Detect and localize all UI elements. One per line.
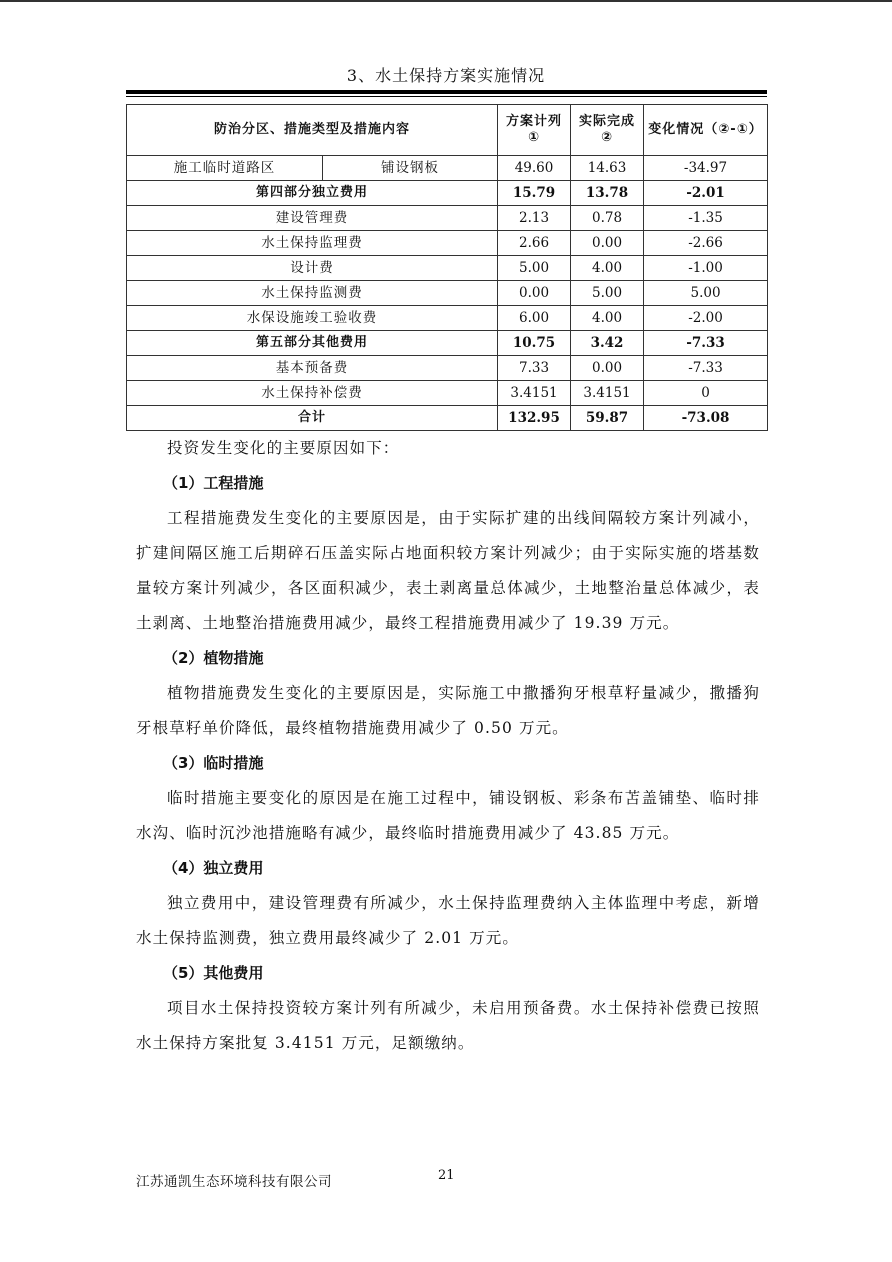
row-plan: 15.79 [498,181,571,206]
header-change: 变化情况（②-①） [644,105,768,156]
intro-paragraph: 投资发生变化的主要原因如下： [167,439,400,457]
row-plan: 0.00 [498,281,571,306]
header-rule-thin [126,96,767,97]
row-actual: 3.4151 [571,381,644,406]
footer-company: 江苏通凯生态环境科技有限公司 [136,1174,332,1190]
row-actual: 0.00 [571,231,644,256]
page-header-title: 3、水土保持方案实施情况 [346,66,546,85]
row-change: -7.33 [644,356,768,381]
row-change: -2.00 [644,306,768,331]
row-plan: 6.00 [498,306,571,331]
row-actual: 4.00 [571,306,644,331]
table-row [127,281,768,306]
footer-page-number: 21 [438,1168,455,1183]
row-label: 水保设施竣工验收费 [127,306,498,331]
row-plan: 132.95 [498,406,571,431]
row-change: -7.33 [644,331,768,356]
row-plan: 5.00 [498,256,571,281]
section-text-independent: 独立费用中，建设管理费有所减少，水土保持监理费纳入主体监理中考虑，新增水土保持监测费，独立费用最终减少了 2.01 万元。 [136,894,760,947]
row-plan: 2.13 [498,206,571,231]
page-top-border [0,0,892,2]
row-actual: 5.00 [571,281,644,306]
row-label: 基本预备费 [127,356,498,381]
row-plan: 7.33 [498,356,571,381]
section-text-temporary: 临时措施主要变化的原因是在施工过程中，铺设钢板、彩条布苫盖铺垫、临时排水沟、临时沉沙池措施略有减少，最终临时措施费用减少了 43.85 万元。 [136,789,760,842]
row-label: 水土保持监理费 [127,231,498,256]
row-label: 水土保持补偿费 [127,381,498,406]
body-text [136,431,760,1061]
row-label: 设计费 [127,256,498,281]
row-measure: 铺设钢板 [323,156,498,181]
section-heading-independent: （4）独立费用 [163,859,264,877]
table-row [127,206,768,231]
table-row [127,156,768,181]
row-label: 合计 [127,406,498,431]
row-change: -1.35 [644,206,768,231]
row-change: 5.00 [644,281,768,306]
row-label: 第四部分独立费用 [127,181,498,206]
table-row-total [127,406,768,431]
investment-table [126,104,768,431]
table-row-subtotal [127,331,768,356]
table-row [127,306,768,331]
row-change: -2.66 [644,231,768,256]
row-actual: 14.63 [571,156,644,181]
table-row [127,256,768,281]
row-actual: 59.87 [571,406,644,431]
section-heading-temporary: （3）临时措施 [163,754,264,772]
row-label: 建设管理费 [127,206,498,231]
row-actual: 3.42 [571,331,644,356]
row-label: 水土保持监测费 [127,281,498,306]
row-actual: 13.78 [571,181,644,206]
table-header-row [127,105,768,156]
section-text-other: 项目水土保持投资较方案计列有所减少，未启用预备费。水土保持补偿费已按照水土保持方案批复 3.4151 万元，足额缴纳。 [136,999,760,1052]
row-plan: 3.4151 [498,381,571,406]
table-row-subtotal [127,181,768,206]
row-change: -73.08 [644,406,768,431]
section-heading-engineering: （1）工程措施 [163,474,264,492]
table-row [127,381,768,406]
row-change: -1.00 [644,256,768,281]
row-actual: 4.00 [571,256,644,281]
row-plan: 49.60 [498,156,571,181]
row-plan: 2.66 [498,231,571,256]
header-plan: 方案计列① [498,105,571,156]
row-change: -34.97 [644,156,768,181]
table-row [127,231,768,256]
row-plan: 10.75 [498,331,571,356]
section-heading-other: （5）其他费用 [163,964,264,982]
header-rule-thick [126,90,767,94]
header-actual: 实际完成② [571,105,644,156]
row-change: 0 [644,381,768,406]
row-actual: 0.00 [571,356,644,381]
header-item: 防治分区、措施类型及措施内容 [127,105,498,156]
table-row [127,356,768,381]
row-zone: 施工临时道路区 [127,156,323,181]
row-actual: 0.78 [571,206,644,231]
section-text-engineering: 工程措施费发生变化的主要原因是，由于实际扩建的出线间隔较方案计列减小，扩建间隔区施工后期碎石压盖实际占地面积较方案计列减少；由于实际实施的塔基数量较方案计列减少，各区面积减少，表土剥离量总体减少，土地整治量总体减少，表土剥离、土地整治措施费用减少，最终工程措施费用减少了 19.39 万元。 [136,509,760,632]
row-label: 第五部分其他费用 [127,331,498,356]
section-heading-vegetation: （2）植物措施 [163,649,264,667]
row-change: -2.01 [644,181,768,206]
section-text-vegetation: 植物措施费发生变化的主要原因是，实际施工中撒播狗牙根草籽量减少，撒播狗牙根草籽单价降低，最终植物措施费用减少了 0.50 万元。 [136,684,760,737]
